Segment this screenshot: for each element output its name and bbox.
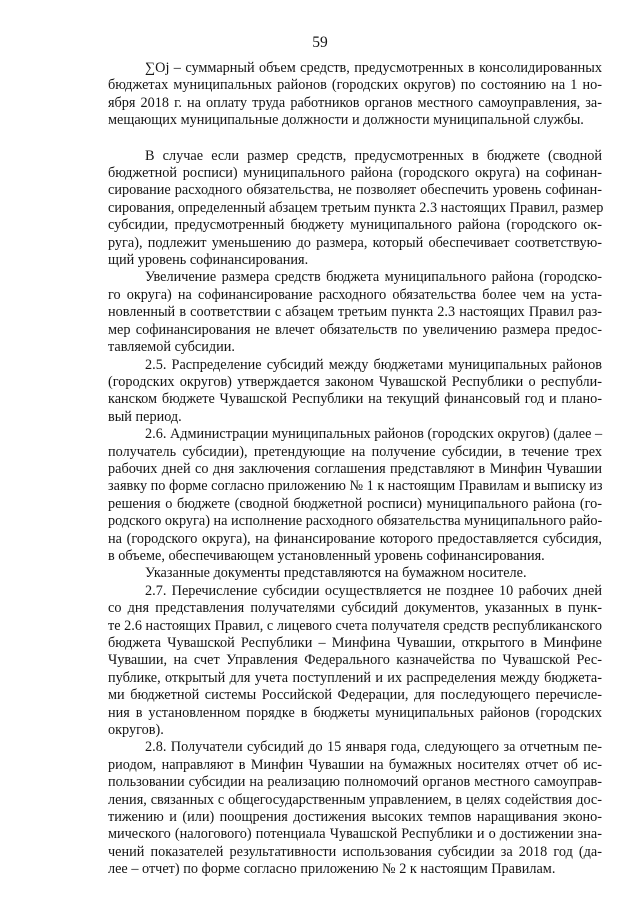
text-line: округов). bbox=[108, 722, 164, 739]
text-line: ∑Oj – суммарный объем средств, предусмотренных в консолидированных bbox=[145, 60, 602, 76]
text-line: те 2.6 настоящих Правил, с лицевого счета получателя средств республиканского bbox=[108, 617, 602, 634]
text-line: тижению и (или) поощрения достижения высоких темпов наращивания эконо- bbox=[108, 809, 602, 826]
document-body bbox=[108, 60, 602, 879]
text-line: публике, открытый для учета поступлений и их распределения между бюджета- bbox=[108, 669, 602, 686]
text-line: мещающих муниципальные должности и должности муниципальной службы. bbox=[108, 112, 584, 129]
text-line: сирования, определенный абзацем третьим пункта 2.3 настоящих Правил, размер bbox=[108, 199, 604, 216]
text-line: 2.8. Получатели субсидий до 15 января года, следующего за отчетным пе- bbox=[145, 739, 602, 756]
text-line: Увеличение размера средств бюджета муниципального района (городско- bbox=[145, 269, 602, 286]
text-line: новленный в соответствии с абзацем третьим пункта 2.3 настоящих Правил раз- bbox=[108, 304, 602, 321]
text-line: 2.5. Распределение субсидий между бюджетами муниципальных районов bbox=[145, 356, 602, 373]
page-number: 59 bbox=[312, 34, 328, 51]
text-line: получатель субсидии), претендующие на получение субсидии, в течение трех bbox=[108, 443, 602, 460]
text-line: Указанные документы представляются на бумажном носителе. bbox=[145, 565, 527, 582]
text-line: решения о бюджете (сводной бюджетной росписи) муниципального района (го- bbox=[108, 495, 602, 512]
text-line: на (городского округа), на финансирование которого предоставляется субсидия, bbox=[108, 530, 602, 547]
text-line: ми бюджетной системы Российской Федерации, для последующего перечисле- bbox=[108, 687, 602, 704]
text-line: руга), подлежит уменьшению до размера, который обеспечивает соответствую- bbox=[108, 234, 602, 251]
text-line: 2.7. Перечисление субсидии осуществляется не позднее 10 рабочих дней bbox=[145, 582, 602, 599]
text-line: ния в установленном порядке в бюджеты муниципальных районов (городских bbox=[108, 704, 602, 721]
text-line: риодом, направляют в Минфин Чувашии на бумажных носителях отчет об ис- bbox=[108, 756, 602, 773]
text-line: сирование расходного обязательства, не позволяет обеспечить уровень софинан- bbox=[108, 182, 602, 199]
text-line: заявку по форме согласно приложению № 1 к настоящим Правилам и выписку из bbox=[108, 478, 603, 495]
text-line: го округа) на софинансирование расходного обязательства более чем на уста- bbox=[108, 286, 602, 303]
paragraph-gap bbox=[108, 130, 602, 148]
text-line: рабочих дней со дня заключения соглашения представляют в Минфин Чувашии bbox=[108, 460, 602, 477]
text-line: пользовании субсидии на реализацию полномочий органов местного самоуправ- bbox=[108, 774, 602, 791]
text-line: бюджетах муниципальных районов (городских округов) по состоянию на 1 но- bbox=[108, 77, 602, 94]
text-line: мического (налогового) потенциала Чувашской Республики и о достижении зна- bbox=[108, 826, 602, 843]
text-line: В случае если размер средств, предусмотренных в бюджете (сводной bbox=[145, 147, 602, 164]
text-line: (городских округов) утверждается законом Чувашской Республики о республи- bbox=[108, 373, 602, 390]
text-line: 2.6. Администрации муниципальных районов (городских округов) (далее – bbox=[145, 426, 603, 443]
text-line: чений показателей результативности использования субсидии за 2018 год (да- bbox=[108, 843, 602, 860]
text-line: родского округа) на исполнение расходного обязательства муниципального райо- bbox=[108, 513, 603, 530]
text-line: ления, связанных с общегосударственным управлением, в целях содействия дос- bbox=[108, 791, 602, 808]
text-line: тавляемой субсидии. bbox=[108, 339, 235, 356]
text-line: щий уровень софинансирования. bbox=[108, 252, 309, 269]
text-line: со дня представления получателями субсидий документов, указанных в пунк- bbox=[108, 600, 602, 617]
text-line: Чувашии, на счет Управления Федерального казначейства по Чувашской Рес- bbox=[108, 652, 602, 669]
text-line: ября 2018 г. на оплату труда работников органов местного самоуправления, за- bbox=[108, 94, 602, 111]
text-line: мер софинансирования не влечет обязательств по увеличению размера предос- bbox=[108, 321, 602, 338]
text-line: субсидии, предусмотренный бюджету муниципального района (городского ок- bbox=[108, 217, 602, 234]
text-line: лее – отчет) по форме согласно приложению № 2 к настоящим Правилам. bbox=[108, 861, 556, 878]
text-line: вый период. bbox=[108, 408, 182, 425]
text-line: бюджета Чувашской Республики – Минфина Чувашии, открытого в Минфине bbox=[108, 635, 602, 651]
text-line: канском бюджете Чувашской Республики на текущий финансовый год и плано- bbox=[108, 391, 602, 408]
text-line: в объеме, обеспечивающем установленный уровень софинансирования. bbox=[108, 547, 545, 564]
text-line: бюджетной росписи) муниципального района (городского округа) на софинан- bbox=[108, 165, 602, 182]
